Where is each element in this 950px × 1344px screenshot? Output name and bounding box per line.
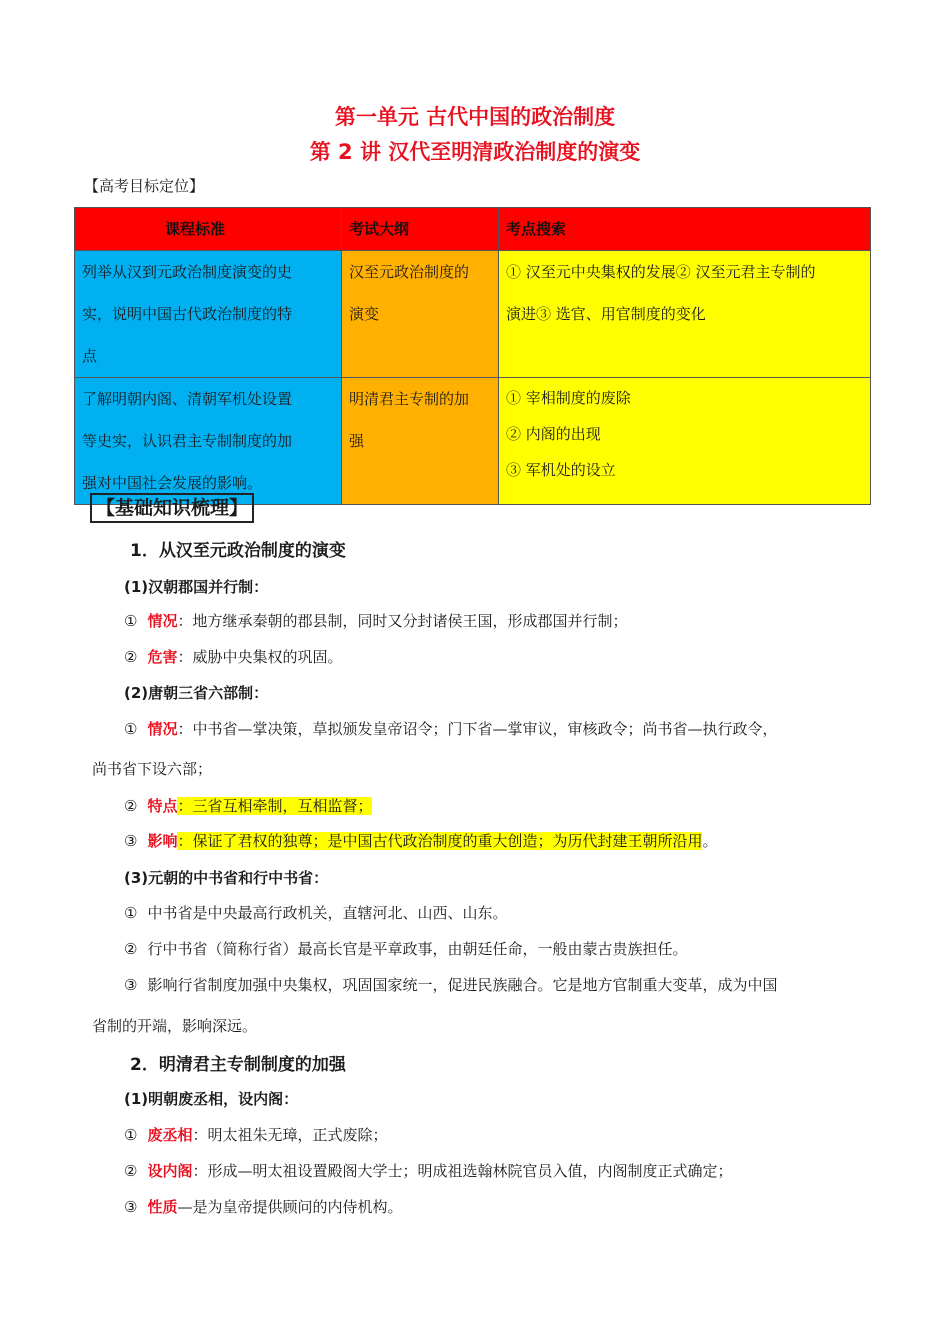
list-item: ① 废丞相：明太祖朱无璋，正式废除； bbox=[124, 1126, 388, 1144]
outline-cell: 明清君主专制的加 强 bbox=[342, 378, 499, 505]
list-item: ③ 性质—是为皇帝提供顾问的内侍机构。 bbox=[124, 1198, 403, 1216]
list-item: ② 危害：威胁中央集权的巩固。 bbox=[124, 648, 343, 666]
header-outline: 考试大纲 bbox=[342, 208, 499, 251]
lesson-title: 第 2 讲 汉代至明清政治制度的演变 bbox=[309, 140, 641, 164]
subheading-han: (1)汉朝郡国并行制： bbox=[124, 578, 269, 596]
header-points: 考点搜索 bbox=[499, 208, 871, 251]
points-cell: ① 汉至元中央集权的发展② 汉至元君主专制的 演进③ 选官、用官制度的变化 bbox=[499, 251, 871, 378]
section-heading-2: 2．明清君主专制制度的加强 bbox=[130, 1055, 346, 1075]
table-header-row bbox=[75, 208, 871, 251]
list-item: ① 情况：地方继承秦朝的郡县制，同时又分封诸侯王国，形成郡国并行制； bbox=[124, 612, 628, 630]
outline-cell: 汉至元政治制度的 演变 bbox=[342, 251, 499, 378]
list-item: ③ 影响：保证了君权的独尊；是中国古代政治制度的重大创造；为历代封建王朝所沿用。 bbox=[124, 832, 718, 850]
list-item: ③ 影响行省制度加强中央集权，巩固国家统一，促进民族融合。它是地方官制重大变革，成为中国 bbox=[124, 976, 778, 994]
subheading-yuan: (3)元朝的中书省和行中书省： bbox=[124, 869, 329, 887]
list-item-continuation: 省制的开端，影响深远。 bbox=[92, 1017, 258, 1035]
subheading-ming: (1)明朝废丞相，设内阁： bbox=[124, 1090, 299, 1108]
subheading-tang: (2)唐朝三省六部制： bbox=[124, 684, 269, 702]
base-section-title: 【基础知识梳理】 bbox=[90, 493, 254, 523]
list-item-continuation: 尚书省下设六部； bbox=[92, 760, 213, 778]
table-row bbox=[75, 251, 871, 378]
list-item: ② 设内阁：形成—明太祖设置殿阁大学士；明成祖选翰林院官员入值，内阁制度正式确定； bbox=[124, 1162, 733, 1180]
section-heading-1: 1．从汉至元政治制度的演变 bbox=[130, 541, 346, 561]
goal-label: 【高考目标定位】 bbox=[84, 177, 205, 195]
table-row bbox=[75, 378, 871, 505]
list-item: ② 特点：三省互相牵制，互相监督； bbox=[124, 797, 373, 815]
list-item: ① 情况：中书省—掌决策，草拟颁发皇帝诏令；门下省—掌审议，审核政令；尚书省—执行政令， bbox=[124, 720, 778, 738]
points-cell: ① 宰相制度的废除 ② 内阁的出现 ③ 军机处的设立 bbox=[499, 378, 871, 505]
standard-cell: 了解明朝内阁、清朝军机处设置 等史实，认识君主专制制度的加 强对中国社会发展的影响。 bbox=[75, 378, 342, 505]
header-standard: 课程标准 bbox=[75, 208, 342, 251]
list-item: ① 中书省是中央最高行政机关，直辖河北、山西、山东。 bbox=[124, 904, 508, 922]
standard-cell: 列举从汉到元政治制度演变的史 实，说明中国古代政治制度的特 点 bbox=[75, 251, 342, 378]
list-item: ② 行中书省（简称行省）最高长官是平章政事，由朝廷任命，一般由蒙古贵族担任。 bbox=[124, 940, 688, 958]
unit-title: 第一单元 古代中国的政治制度 bbox=[334, 105, 616, 129]
standards-table bbox=[74, 207, 871, 505]
